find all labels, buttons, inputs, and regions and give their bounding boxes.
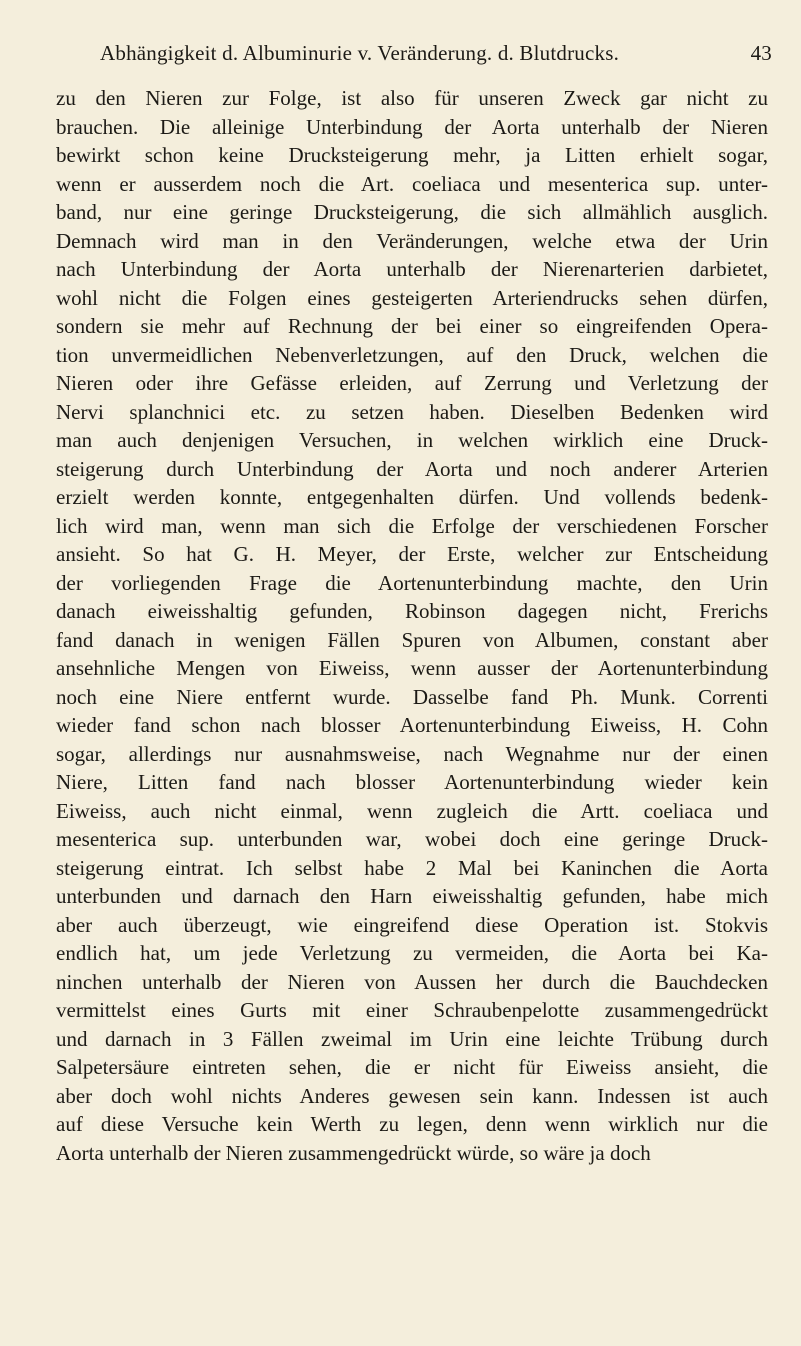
text-line: aber doch wohl nichts Anderes gewesen sein kann. Indessen ist auch: [56, 1083, 768, 1108]
text-line: und darnach in 3 Fällen zweimal im Urin eine leichte Trübung durch: [56, 1026, 768, 1051]
text-line: steigerung durch Unterbindung der Aorta und noch anderer Arterien: [56, 456, 768, 481]
text-line: Nervi splanchnici etc. zu setzen haben. Dieselben Bedenken wird: [56, 399, 768, 424]
text-line: zu den Nieren zur Folge, ist also für unseren Zweck gar nicht zu: [56, 86, 768, 110]
body-text: [56, 84, 768, 1167]
text-line: bewirkt schon keine Drucksteigerung mehr, ja Litten erhielt sogar,: [56, 143, 768, 167]
text-line: steigerung eintrat. Ich selbst habe 2 Mal bei Kaninchen die Aorta: [56, 855, 768, 880]
text-line: Demnach wird man in den Veränderungen, welche etwa der Urin: [56, 228, 768, 253]
running-head: [100, 40, 772, 66]
text-line: Salpetersäure eintreten sehen, die er nicht für Eiweiss ansieht, die: [56, 1055, 768, 1079]
text-line: nach Unterbindung der Aorta unterhalb der Nierenarterien darbietet,: [56, 257, 768, 281]
text-line: Niere, Litten fand nach blosser Aortenunterbindung wieder kein: [56, 770, 768, 794]
text-line: noch eine Niere entfernt wurde. Dasselbe fand Ph. Munk. Correnti: [56, 684, 768, 709]
text-line: endlich hat, um jede Verletzung zu vermeiden, die Aorta bei Ka-: [56, 941, 768, 965]
text-line: ansieht. So hat G. H. Meyer, der Erste, welcher zur Entscheidung: [56, 542, 768, 566]
text-line: der vorliegenden Frage die Aortenunterbindung machte, den Urin: [56, 570, 768, 595]
running-head-title: Abhängigkeit d. Albuminurie v. Veränderung. d. Blutdrucks.: [100, 41, 620, 65]
text-line: band, nur eine geringe Drucksteigerung, die sich allmählich ausglich.: [56, 200, 768, 224]
text-line: Aorta unterhalb der Nieren zusammengedrückt würde, so wäre ja doch: [56, 1140, 651, 1165]
text-line: mesenterica sup. unterbunden war, wobei doch eine geringe Druck-: [56, 827, 768, 851]
text-line: vermittelst eines Gurts mit einer Schraubenpelotte zusammengedrückt: [56, 998, 768, 1022]
text-line: ninchen unterhalb der Nieren von Aussen her durch die Bauchdecken: [56, 969, 768, 994]
text-line: man auch denjenigen Versuchen, in welchen wirklich eine Druck-: [56, 428, 768, 452]
text-line: unterbunden und darnach den Harn eiweisshaltig gefunden, habe mich: [56, 884, 768, 908]
text-line: lich wird man, wenn man sich die Erfolge der verschiedenen Forscher: [56, 513, 768, 538]
page-number: 43: [750, 41, 772, 65]
text-line: wohl nicht die Folgen eines gesteigerten Arteriendrucks sehen dürfen,: [56, 285, 768, 310]
text-line: wieder fand schon nach blosser Aortenunterbindung Eiweiss, H. Cohn: [56, 713, 768, 737]
text-line: auf diese Versuche kein Werth zu legen, denn wenn wirklich nur die: [56, 1112, 768, 1136]
text-line: sondern sie mehr auf Rechnung der bei einer so eingreifenden Opera-: [56, 314, 768, 338]
text-line: ansehnliche Mengen von Eiweiss, wenn ausser der Aortenunterbindung: [56, 656, 768, 680]
text-line: tion unvermeidlichen Nebenverletzungen, auf den Druck, welchen die: [56, 342, 768, 367]
text-line: danach eiweisshaltig gefunden, Robinson dagegen nicht, Frerichs: [56, 599, 768, 623]
text-line: wenn er ausserdem noch die Art. coeliaca und mesenterica sup. unter-: [56, 171, 768, 196]
text-line: brauchen. Die alleinige Unterbindung der Aorta unterhalb der Nieren: [56, 114, 768, 139]
text-line: aber auch überzeugt, wie eingreifend diese Operation ist. Stokvis: [56, 912, 768, 937]
text-line: sogar, allerdings nur ausnahmsweise, nach Wegnahme nur der einen: [56, 741, 768, 766]
text-line: Eiweiss, auch nicht einmal, wenn zugleich die Artt. coeliaca und: [56, 798, 768, 823]
text-line: Nieren oder ihre Gefässe erleiden, auf Zerrung und Verletzung der: [56, 371, 768, 395]
text-line: erzielt werden konnte, entgegenhalten dürfen. Und vollends bedenk-: [56, 485, 768, 509]
text-line: fand danach in wenigen Fällen Spuren von Albumen, constant aber: [56, 627, 768, 652]
